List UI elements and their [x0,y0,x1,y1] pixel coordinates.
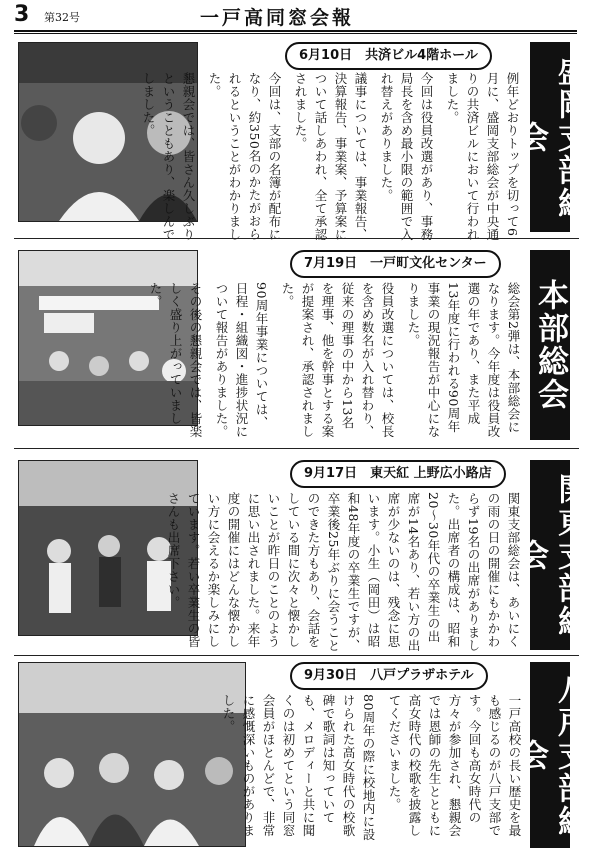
section-divider [14,238,579,239]
photo-hachinohe-meeting [18,662,246,847]
event-pill-honbu: 7月19日 一戸町文化センター [290,250,501,278]
issue-number: 第32号 [44,11,80,24]
article-kanto [166,492,523,652]
event-pill-hachinohe: 9月30日 八戸プラザホテル [290,662,488,690]
section-title-honbu: 本部総会 [530,250,570,440]
paragraph: 役員改選については、校長を含め数名が入れ替わり、従来の理事の中から13名を理事、他を幹事とする案が提案され、承認されました。 [280,282,395,438]
event-pill-morioka: 6月10日 共済ビル4階ホール [285,42,492,70]
paragraph: 今回は、支部の名簿が配布になり、約350名のかたがおられるということがわかりました。 [207,72,282,241]
header-rule-thin [14,33,577,34]
article-morioka [141,72,522,242]
paragraph: 議事については、事業報告、決算報告、事業案、予算案について話しあわれ、全て承認されました。 [293,72,368,241]
section-title-morioka: 盛岡支部総会 [530,42,570,232]
paragraph: 懇親会では、皆さん久しぶりということもあり、楽しんでしました。 [141,72,196,241]
section-title-kanto: 関東支部総会 [530,460,570,650]
page-header [0,0,591,30]
section-divider [14,655,579,656]
paragraph: 総会第2弾は、本部総会になります。今年度は役員改選の年であり、また平成13年度に行われる90周年事業の現況報告が中心になりました。 [406,282,521,438]
masthead-title: 一戸高同窓会報 [200,7,355,29]
article-hachinohe [221,694,524,844]
paragraph: 関東支部総会は、あいにくの雨の日の開催にもかかわらず19名の出席がありました。出席者の構成は、昭和20〜30年代の卒業生の出席が14名あり、若い方の出席が少ないのは、残念に思います。小生（岡田）は昭和48年度の卒業生ですが、卒業後25年ぶりに会うことのできた方もあり、会話をしている間に次々と懐かしいことが昨日のことのように思い出されました。来年度の開催にはどんな懐かしい方に会えるか楽しみにしています。若い卒業生の皆さんも出席下さい。 [166,492,521,652]
paragraph: 一戸高校の長い歴史を最も感じるのが八戸支部です。今回も高女時代の方々が参加され、懇親会では恩師の先生とともに高女時代の校歌を披露してくださいました。 [387,694,522,837]
section-divider [14,448,579,449]
paragraph: 今回は役員改選があり、事務局長を含め最小限の範囲で入れ替えがありました。 [379,72,434,241]
paragraph: 例年どおりトップを切って6月に、盛岡支部総会が中央通りの共済ビルにおいて行われました。 [445,72,520,241]
event-pill-kanto: 9月17日 東天紅 上野広小路店 [290,460,506,488]
section-title-hachinohe: 八戸支部総会 [530,662,570,848]
header-rule [14,30,577,32]
paragraph: 80周年の際に校地内に設けられた高女時代の校歌碑で歌詞は知っていても、メロディーと共に聞くのは初めてという同窓会員がほとんどで、非常に感慨深いものがありました。 [221,694,376,841]
page-number: 3 [14,2,30,27]
article-honbu [148,282,523,440]
paragraph: その後の懇親会では、皆楽しく盛り上がっていました。 [148,282,203,438]
paragraph: 90周年事業については、日程・組織図・進捗状況について報告がありました。 [214,282,269,438]
